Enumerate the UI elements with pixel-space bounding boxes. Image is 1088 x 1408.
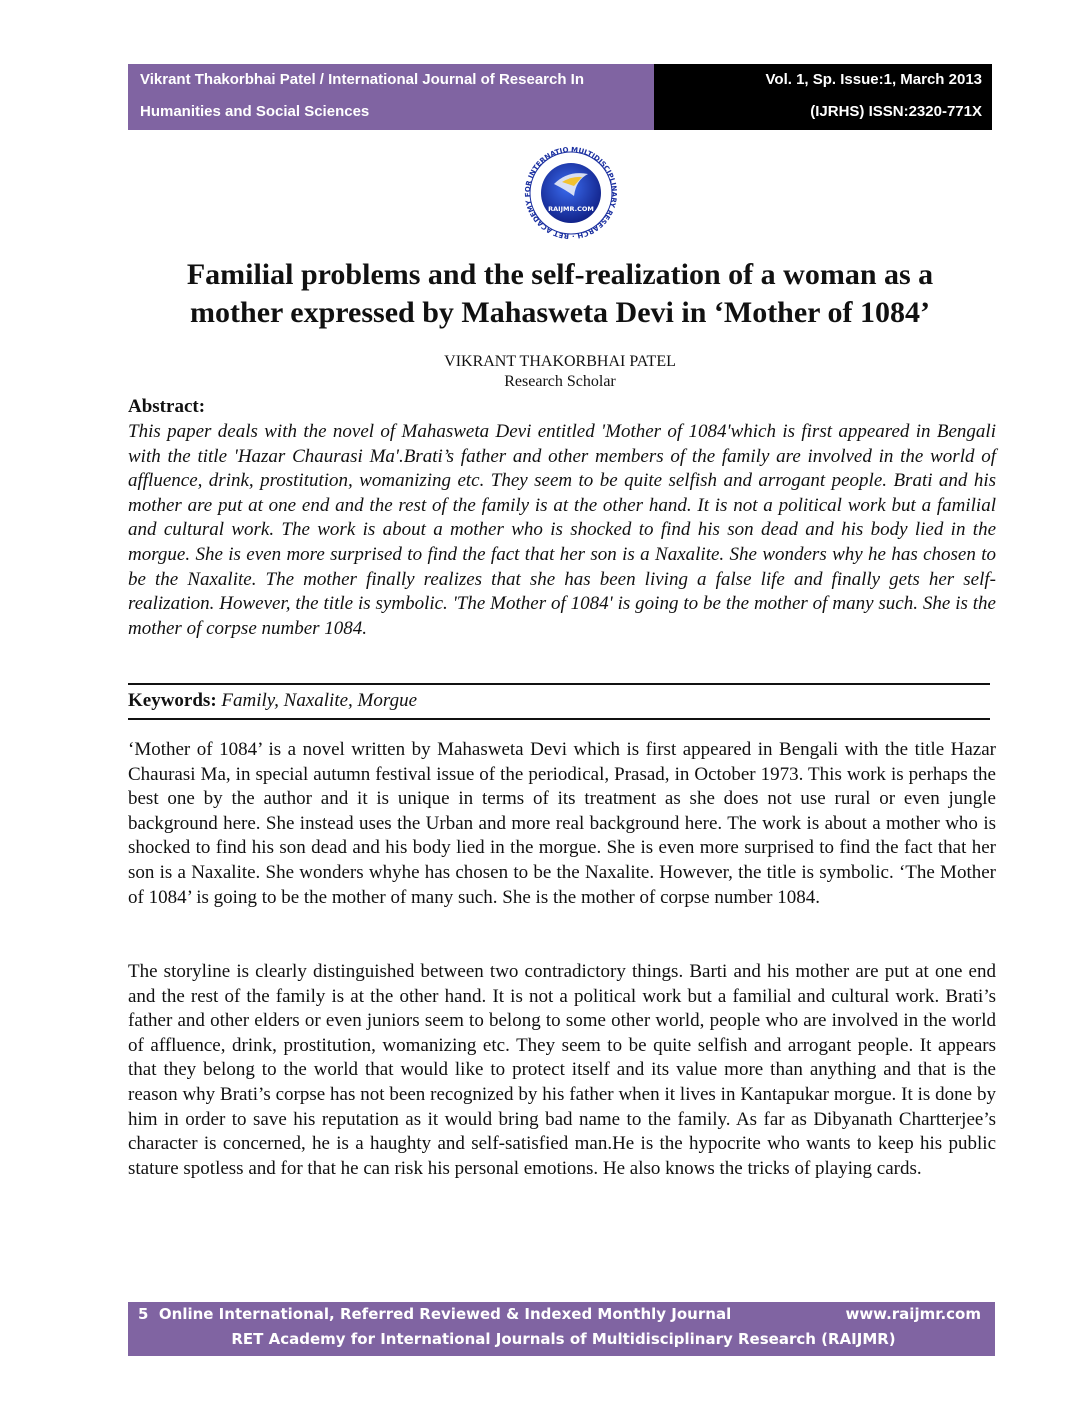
logo-center-text: RAIJMR.COM — [548, 205, 594, 213]
footer-journal-line: Online International, Referred Reviewed & Indexed Monthly Journal — [158, 1305, 732, 1323]
header-left-panel — [128, 64, 654, 130]
keywords-top-rule — [128, 683, 990, 685]
keywords-line — [128, 690, 417, 712]
journal-footer — [128, 1302, 995, 1356]
keywords-values: Family, Naxalite, Morgue — [221, 690, 418, 711]
body-paragraph-1: ‘Mother of 1084’ is a novel written by Mahasweta Devi which is first appeared in Bengali with the title Hazar Chaurasi Ma, in special autumn festival issue of the periodical, Prasad, in October 1973. This work is perhaps the best one by the author and it is unique in terms of its treatment as she does not use rural or even jungle background here. She instead uses the Urban and more real background here. The work is about a mother who is shocked to find his son dead and his body lied in the morgue. She is even more surprised to find the fact that her son is a Naxalite. She wonders whyhe has chosen to be the Naxalite. However, the title is symbolic. ‘The Mother of 1084’ is going to be the mother of many such. She is the mother of corpse number 1084. — [128, 739, 996, 908]
footer-academy-line: RET Academy for International Journals of Multidisciplinary Research (RAIJMR) — [231, 1330, 896, 1348]
keywords-label: Keywords: — [128, 690, 217, 711]
header-journal-line1: Vikrant Thakorbhai Patel / International Journal of Research In — [140, 71, 585, 88]
author-block — [128, 352, 992, 392]
paper-title — [128, 256, 992, 332]
journal-header — [128, 64, 992, 130]
paper-title-line2: mother expressed by Mahasweta Devi in ‘Mother of 1084’ — [190, 296, 930, 329]
abstract-text: This paper deals with the novel of Mahasweta Devi entitled 'Mother of 1084'which is first appeared in Bengali with the title 'Hazar Chaurasi Ma'.Brati’s father and other members of the family are involved in the world of affluence, drink, prostitution, womanizing etc. They seem to be quite selfish and arrogant people. Brati and his mother are put at one end and the rest of the family is at the other hand. It is not a political work but a familial and cultural work. The work is about a mother who is shocked to find his son dead and his body lied in the morgue. She is even more surprised to find the fact that her son is a Naxalite. She wonders why he has chosen to be the Naxalite. The mother finally realizes that she has been living a false life and finally gets her self- realization. However, the title is symbolic. 'The Mother of 1084' is going to be the mother of many such. She is the mother of corpse number 1084. — [128, 421, 996, 639]
paper-title-line1: Familial problems and the self-realization of a woman as a — [186, 258, 934, 291]
footer-journal-info — [138, 1305, 731, 1323]
author-affiliation: Research Scholar — [504, 373, 616, 390]
footer-row-1 — [138, 1305, 981, 1323]
header-issn: (IJRHS) ISSN:2320-771X — [810, 103, 982, 120]
header-right-panel — [654, 64, 992, 130]
abstract-heading: Abstract: — [128, 396, 206, 417]
raijmr-logo — [496, 140, 646, 246]
header-journal-line2: Humanities and Social Sciences — [140, 103, 370, 120]
page-number: 5 — [138, 1305, 149, 1323]
logo-ring-text: MULTIDISCIPLINARY RESEARCH · RET ACADEMY FOR INTERNATIO — [523, 145, 619, 241]
keywords-bottom-rule — [128, 718, 990, 720]
body-paragraph-2: The storyline is clearly distinguished between two contradictory things. Barti and his mother are put at one end and the rest of the family is at the other hand. It is not a political work but a familial and cultural work. Brati’s father and other elders or even juniors seem to belong to some other world, people who are involved in the world of affluence, drink, prostitution, womanizing etc. They seem to be quite selfish and arrogant people. It appears that they belong to the world that would like to protect itself and its value more than anything and that is the reason why Brati’s corpse has not been recognized by his father when it lives in Kantapukar morgue. It is done by him in order to save his reputation as it would bring bad name to the family. As far as Dibyanath Chartterjee’s character is concerned, he is a haughty and self-satisfied man.He is the hypocrite who wants to keep his public stature spotless and for that he can risk his personal emotions. He also knows the tricks of playing cards. — [128, 961, 996, 1179]
header-volume: Vol. 1, Sp. Issue:1, March 2013 — [765, 71, 982, 88]
footer-website: www.raijmr.com — [845, 1305, 981, 1323]
author-name: VIKRANT THAKORBHAI PATEL — [444, 353, 676, 370]
